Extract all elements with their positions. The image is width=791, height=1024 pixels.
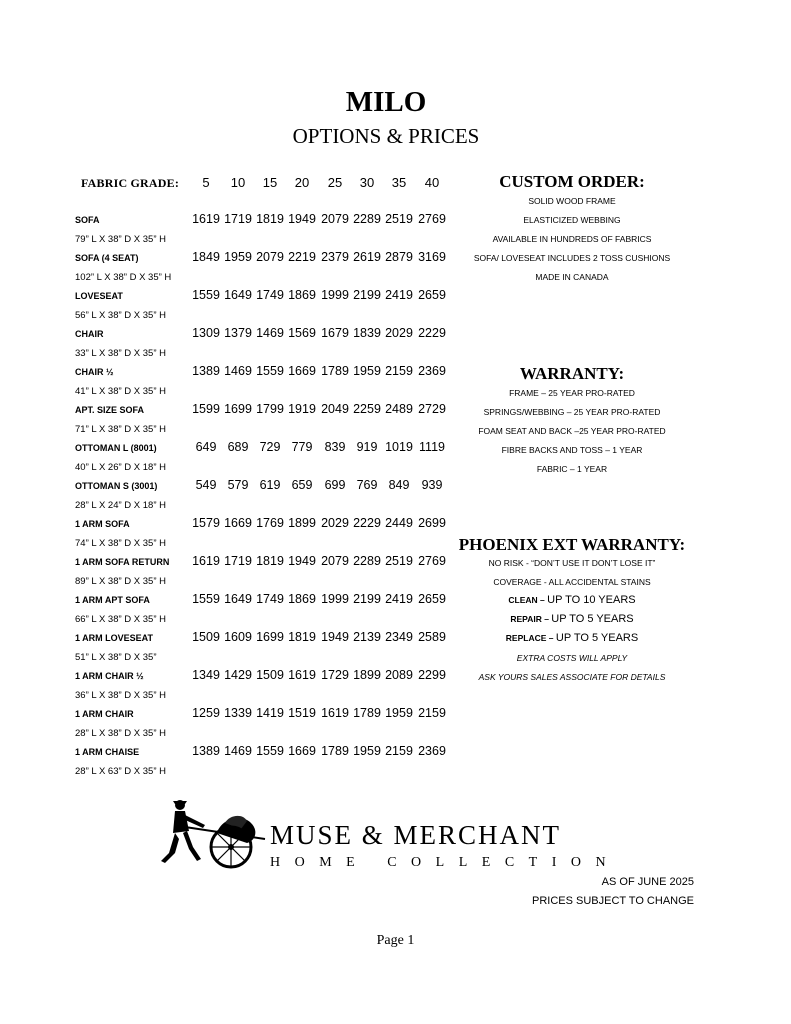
price-cell: 1579: [192, 516, 220, 530]
price-cell: 1349: [192, 668, 220, 682]
price-cell: 2159: [418, 706, 446, 720]
warranty-item: FABRIC – 1 YEAR: [536, 464, 608, 474]
price-cell: 1819: [256, 554, 284, 568]
price-cell: 1719: [224, 212, 252, 226]
price-cell: 1559: [192, 592, 220, 606]
fabric-grade-40: 40: [424, 175, 440, 190]
price-cell: 1509: [256, 668, 284, 682]
custom-order-heading: CUSTOM ORDER:: [499, 172, 645, 191]
price-cell: 1999: [321, 592, 349, 606]
product-dimensions: 102” L X 38” D X 35” H: [75, 272, 172, 283]
product-name: LOVESEAT: [75, 291, 123, 301]
replace-label: REPLACE –: [505, 633, 554, 643]
product-dimensions: 41” L X 38” D X 35” H: [75, 386, 166, 397]
price-cell: 2519: [385, 554, 413, 568]
fabric-grade-30: 30: [359, 175, 375, 190]
price-cell: 1819: [288, 630, 316, 644]
price-cell: 699: [324, 478, 346, 492]
price-cell: 689: [227, 440, 249, 454]
price-cell: 1669: [224, 516, 252, 530]
price-cell: 1699: [256, 630, 284, 644]
warranty-item: FRAME – 25 YEAR PRO-RATED: [509, 388, 635, 398]
price-cell: 939: [421, 478, 443, 492]
price-cell: 1869: [288, 592, 316, 606]
price-cell: 1799: [256, 402, 284, 416]
price-cell: 2079: [321, 212, 349, 226]
price-cell: 1669: [288, 364, 316, 378]
product-dimensions: 28” L X 38” D X 35” H: [75, 728, 166, 739]
brand-tagline: HOME COLLECTION: [270, 855, 621, 870]
price-cell: 1849: [192, 250, 220, 264]
price-cell: 2379: [321, 250, 349, 264]
price-cell: 2419: [385, 592, 413, 606]
price-cell: 2089: [385, 668, 413, 682]
product-name: SOFA (4 SEAT): [75, 253, 139, 263]
price-cell: 2199: [353, 288, 381, 302]
phoenix-clean: [452, 594, 692, 606]
product-name: 1 ARM LOVESEAT: [75, 633, 154, 643]
price-cell: 1899: [353, 668, 381, 682]
price-cell: 1789: [321, 364, 349, 378]
price-cell: 2229: [418, 326, 446, 340]
price-cell: 2619: [353, 250, 381, 264]
price-cell: 1559: [256, 744, 284, 758]
price-cell: 1749: [256, 592, 284, 606]
price-cell: 1839: [353, 326, 381, 340]
price-cell: 1999: [321, 288, 349, 302]
price-cell: 2289: [353, 554, 381, 568]
phoenix-no-risk: NO RISK - “DON’T USE IT DON’T LOSE IT”: [488, 558, 656, 568]
price-cell: 2159: [385, 364, 413, 378]
product-dimensions: 79” L X 38” D X 35” H: [75, 234, 166, 245]
price-cell: 2159: [385, 744, 413, 758]
phoenix-replace: [452, 632, 692, 644]
price-cell: 1609: [224, 630, 252, 644]
clean-label: CLEAN –: [508, 595, 545, 605]
price-cell: 1649: [224, 592, 252, 606]
price-cell: 1729: [321, 668, 349, 682]
warranty-item: SPRINGS/WEBBING – 25 YEAR PRO-RATED: [483, 407, 661, 417]
price-cell: 2219: [288, 250, 316, 264]
price-cell: 1919: [288, 402, 316, 416]
product-dimensions: 28” L X 24” D X 18” H: [75, 500, 166, 511]
phoenix-extra-costs: EXTRA COSTS WILL APPLY: [516, 653, 628, 663]
product-name: 1 ARM CHAISE: [75, 747, 140, 757]
price-cell: 659: [291, 478, 313, 492]
price-cell: 619: [259, 478, 281, 492]
price-cell: 2259: [353, 402, 381, 416]
repair-label: REPAIR –: [510, 614, 549, 624]
replace-value: UP TO 5 YEARS: [555, 632, 639, 644]
product-name: 1 ARM CHAIR ½: [75, 671, 144, 681]
page-number: Page 1: [376, 933, 415, 948]
price-cell: 1519: [288, 706, 316, 720]
price-cell: 2519: [385, 212, 413, 226]
custom-order-item: SOFA/ LOVESEAT INCLUDES 2 TOSS CUSHIONS: [473, 253, 671, 263]
product-dimensions: 33” L X 38” D X 35” H: [75, 348, 166, 359]
warranty-heading: WARRANTY:: [519, 364, 625, 383]
price-cell: 1789: [353, 706, 381, 720]
price-cell: 2879: [385, 250, 413, 264]
phoenix-coverage: COVERAGE - ALL ACCIDENTAL STAINS: [493, 577, 651, 587]
price-cell: 1819: [256, 212, 284, 226]
price-cell: 549: [195, 478, 217, 492]
warranty-item: FIBRE BACKS AND TOSS – 1 YEAR: [501, 445, 643, 455]
price-cell: 1379: [224, 326, 252, 340]
price-cell: 1679: [321, 326, 349, 340]
price-cell: 1789: [321, 744, 349, 758]
product-dimensions: 56” L X 38” D X 35” H: [75, 310, 166, 321]
price-cell: 1899: [288, 516, 316, 530]
price-cell: 1599: [192, 402, 220, 416]
price-cell: 1959: [385, 706, 413, 720]
price-cell: 2079: [321, 554, 349, 568]
price-cell: 1259: [192, 706, 220, 720]
price-cell: 2199: [353, 592, 381, 606]
product-name: OTTOMAN S (3001): [75, 481, 158, 491]
price-cell: 1019: [385, 440, 413, 454]
price-cell: 1959: [224, 250, 252, 264]
price-cell: 1649: [224, 288, 252, 302]
price-cell: 1469: [224, 744, 252, 758]
price-cell: 1959: [353, 364, 381, 378]
price-cell: 2299: [418, 668, 446, 682]
product-name: OTTOMAN L (8001): [75, 443, 157, 453]
price-cell: 1429: [224, 668, 252, 682]
price-cell: 2049: [321, 402, 349, 416]
price-cell: 2349: [385, 630, 413, 644]
price-cell: 779: [291, 440, 313, 454]
price-cell: 1619: [192, 554, 220, 568]
product-name: APT. SIZE SOFA: [75, 405, 145, 415]
price-cell: 1469: [224, 364, 252, 378]
product-name: SOFA: [75, 215, 100, 225]
price-cell: 1559: [192, 288, 220, 302]
price-cell: 2289: [353, 212, 381, 226]
price-cell: 1949: [288, 554, 316, 568]
product-name: 1 ARM SOFA: [75, 519, 130, 529]
price-cell: 1309: [192, 326, 220, 340]
product-dimensions: 89” L X 38” D X 35” H: [75, 576, 166, 587]
price-cell: 1469: [256, 326, 284, 340]
price-cell: 2449: [385, 516, 413, 530]
price-cell: 1509: [192, 630, 220, 644]
price-cell: 2369: [418, 364, 446, 378]
product-name: CHAIR: [75, 329, 104, 339]
price-cell: 1699: [224, 402, 252, 416]
price-cell: 1949: [288, 212, 316, 226]
phoenix-ask-associate: ASK YOURS SALES ASSOCIATE FOR DETAILS: [478, 672, 666, 682]
fabric-grade-5: 5: [202, 175, 210, 190]
price-cell: 1749: [256, 288, 284, 302]
price-cell: 579: [227, 478, 249, 492]
page-title: MILO: [345, 86, 427, 118]
product-dimensions: 74” L X 38” D X 35” H: [75, 538, 166, 549]
price-cell: 2729: [418, 402, 446, 416]
price-cell: 2489: [385, 402, 413, 416]
price-cell: 1719: [224, 554, 252, 568]
price-cell: 1959: [353, 744, 381, 758]
price-cell: 1869: [288, 288, 316, 302]
repair-value: UP TO 5 YEARS: [551, 613, 634, 625]
product-dimensions: 36” L X 38” D X 35” H: [75, 690, 166, 701]
fabric-grade-label: FABRIC GRADE:: [81, 176, 180, 190]
price-cell: 2029: [385, 326, 413, 340]
custom-order-item: SOLID WOOD FRAME: [528, 196, 616, 206]
price-cell: 729: [259, 440, 281, 454]
product-name: 1 ARM APT SOFA: [75, 595, 150, 605]
price-cell: 1769: [256, 516, 284, 530]
price-cell: 2139: [353, 630, 381, 644]
product-dimensions: 40” L X 26” D X 18” H: [75, 462, 166, 473]
price-cell: 1569: [288, 326, 316, 340]
price-cell: 2229: [353, 516, 381, 530]
clean-value: UP TO 10 YEARS: [547, 594, 636, 606]
price-cell: 1389: [192, 364, 220, 378]
product-dimensions: 66” L X 38” D X 35” H: [75, 614, 166, 625]
price-cell: 1419: [256, 706, 284, 720]
price-cell: 2029: [321, 516, 349, 530]
fabric-grade-15: 15: [262, 175, 278, 190]
price-cell: 2659: [418, 592, 446, 606]
brand-name: MUSE & MERCHANT: [270, 820, 562, 850]
product-dimensions: 71” L X 38” D X 35” H: [75, 424, 166, 435]
price-cell: 919: [356, 440, 378, 454]
price-cell: 2769: [418, 554, 446, 568]
price-cell: 1619: [321, 706, 349, 720]
price-cell: 2079: [256, 250, 284, 264]
phoenix-repair: [452, 613, 692, 625]
product-dimensions: 51” L X 38” D X 35”: [75, 652, 157, 663]
prices-subject-to-change: PRICES SUBJECT TO CHANGE: [532, 895, 694, 907]
price-cell: 2659: [418, 288, 446, 302]
price-cell: 1559: [256, 364, 284, 378]
price-cell: 3169: [418, 250, 446, 264]
fabric-grade-20: 20: [294, 175, 310, 190]
price-cell: 1119: [419, 440, 445, 454]
price-cell: 839: [324, 440, 346, 454]
price-cell: 2589: [418, 630, 446, 644]
price-cell: 1619: [288, 668, 316, 682]
price-cell: 2369: [418, 744, 446, 758]
price-cell: 1389: [192, 744, 220, 758]
price-cell: 649: [195, 440, 217, 454]
price-cell: 1949: [321, 630, 349, 644]
product-name: 1 ARM CHAIR: [75, 709, 134, 719]
price-cell: 2769: [418, 212, 446, 226]
fabric-grade-25: 25: [327, 175, 343, 190]
custom-order-item: ELASTICIZED WEBBING: [523, 215, 621, 225]
price-cell: 1339: [224, 706, 252, 720]
price-cell: 2699: [418, 516, 446, 530]
price-cell: 1619: [192, 212, 220, 226]
custom-order-item: MADE IN CANADA: [535, 272, 609, 282]
price-cell: 849: [388, 478, 410, 492]
product-dimensions: 28” L X 63” D X 35” H: [75, 766, 166, 777]
fabric-grade-10: 10: [230, 175, 246, 190]
warranty-item: FOAM SEAT AND BACK –25 YEAR PRO-RATED: [478, 426, 666, 436]
price-cell: 1669: [288, 744, 316, 758]
price-cell: 2419: [385, 288, 413, 302]
product-name: 1 ARM SOFA RETURN: [75, 557, 170, 567]
price-cell: 769: [356, 478, 378, 492]
product-name: CHAIR ½: [75, 367, 114, 377]
as-of-date: AS OF JUNE 2025: [601, 876, 694, 888]
fabric-grade-35: 35: [391, 175, 407, 190]
custom-order-item: AVAILABLE IN HUNDREDS OF FABRICS: [492, 234, 652, 244]
phoenix-heading: PHOENIX EXT WARRANTY:: [458, 535, 686, 554]
page-subtitle: OPTIONS & PRICES: [292, 124, 480, 148]
